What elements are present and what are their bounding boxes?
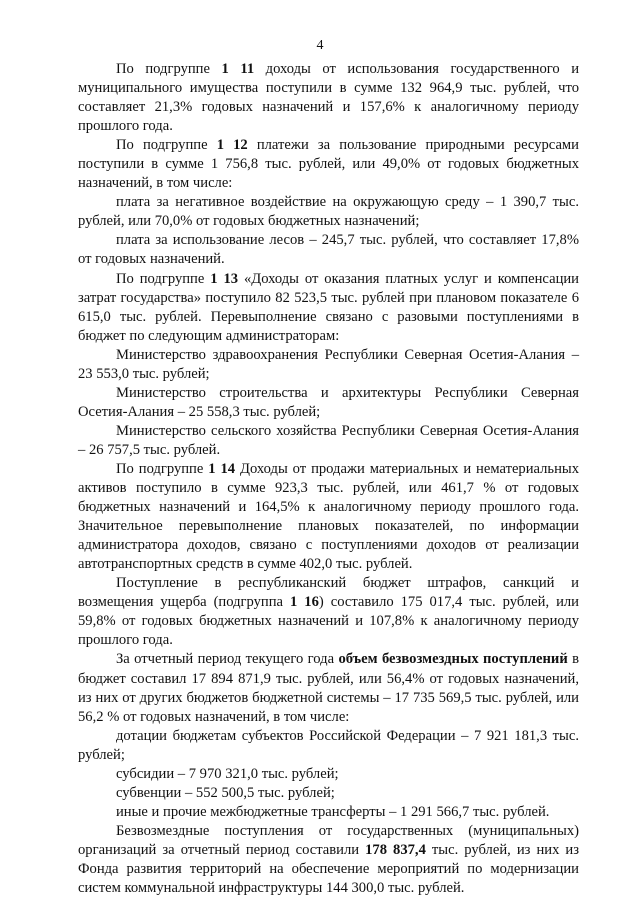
text-run: в бюджет составил 17 894 871,9 тыс. рублей, или 56,4% от годовых назначений, из них от других бюджетов бюджетной системы – 17 735 569,5 тыс. рублей, или 56,2 % от годовых назначений, в том числе:: [78, 651, 579, 725]
text-run: иные и прочие межбюджетные трансферты – 1 291 566,7 тыс. рублей.: [116, 803, 550, 820]
text-run: Доходы от продажи материальных и нематериальных активов поступило в сумме 923,3 тыс. рублей, или 461,7 % от годовых бюджетных назначений и 164,5% к аналогичному периоду прошлого года. Значительное перевыполнение плановых показателей, по информации администратора доходов, связано с поступлениями доходов от реализации автотранспортных средств в сумме 402,0 тыс. рублей.: [78, 460, 579, 573]
bold-text-run: 1 16: [290, 594, 319, 611]
bold-text-run: 1 11: [221, 61, 255, 77]
paragraph: [78, 822, 579, 898]
text-run: По подгруппе: [116, 137, 217, 154]
paragraph: [78, 784, 579, 803]
paragraph: [78, 727, 579, 765]
text-run: По подгруппе: [116, 270, 211, 287]
bold-text-run: объем безвозмездных поступлений: [338, 651, 568, 668]
text-run: ) составило 175 017,4 тыс. рублей, или 59,8% от годовых бюджетных назначений и 107,8% к аналогичному периоду прошлого года.: [78, 594, 579, 649]
paragraph: [78, 231, 579, 269]
text-run: Безвозмездные поступления от государственных (муниципальных) организаций за отчетный период составили: [78, 822, 579, 858]
bold-text-run: 178 837,4: [365, 841, 426, 858]
text-run: «Доходы от оказания платных услуг и компенсации затрат государства» поступило 82 523,5 тыс. рублей при плановом показателе 6 615,0 тыс. рублей. Перевыполнение связано с разовыми поступлениями в бюджет по следующим администраторам:: [78, 270, 579, 344]
text-run: По подгруппе: [116, 460, 209, 477]
document-body: [78, 60, 579, 898]
text-run: Поступление в республиканский бюджет штрафов, санкций и возмещения ущерба (подгруппа: [78, 575, 579, 611]
paragraph: [78, 60, 579, 136]
text-run: По подгруппе: [116, 61, 222, 77]
text-run: За отчетный период текущего года: [116, 651, 339, 668]
text-run: тыс. рублей, из них из Фонда развития территорий на обеспечение мероприятий по модернизации систем коммунальной инфраструктуры 144 300,0 тыс. рублей.: [78, 841, 579, 897]
page-number: 4: [316, 38, 324, 53]
paragraph: [78, 270, 579, 346]
text-run: дотации бюджетам субъектов Российской Федерации – 7 921 181,3 тыс. рублей;: [78, 727, 579, 763]
text-run: Министерство строительства и архитектуры Республики Северная Осетия-Алания – 25 558,3 тыс. рублей;: [78, 384, 579, 420]
bold-text-run: 1 13: [210, 270, 239, 287]
text-run: субвенции – 552 500,5 тыс. рублей;: [116, 784, 335, 801]
paragraph: [78, 384, 579, 422]
paragraph: [78, 574, 579, 650]
text-run: субсидии – 7 970 321,0 тыс. рублей;: [116, 765, 339, 782]
text-run: доходы от использования государственного и муниципального имущества поступили в сумме 132 964,9 тыс. рублей, что составляет 21,3% годовых назначений и 157,6% к аналогичному периоду прошлого года.: [78, 61, 580, 135]
bold-text-run: 1 14: [208, 460, 236, 477]
bold-text-run: 1 12: [216, 137, 248, 154]
text-run: Министерство здравоохранения Республики Северная Осетия-Алания – 23 553,0 тыс. рублей;: [78, 346, 579, 382]
text-run: плата за негативное воздействие на окружающую среду – 1 390,7 тыс. рублей, или 70,0% от годовых бюджетных назначений;: [78, 194, 579, 230]
paragraph: [78, 803, 579, 822]
paragraph: [78, 650, 579, 726]
paragraph: [78, 346, 579, 384]
paragraph: [78, 136, 579, 193]
paragraph: [78, 765, 579, 784]
text-run: платежи за пользование природными ресурсами поступили в сумме 1 756,8 тыс. рублей, или 49,0% от годовых бюджетных назначений, в том числе:: [78, 137, 579, 192]
paragraph: [78, 460, 579, 574]
text-run: плата за использование лесов – 245,7 тыс. рублей, что составляет 17,8% от годовых назначений.: [78, 232, 579, 268]
paragraph: [78, 422, 579, 460]
text-run: Министерство сельского хозяйства Республики Северная Осетия-Алания – 26 757,5 тыс. рублей.: [78, 422, 579, 458]
paragraph: [78, 193, 579, 231]
